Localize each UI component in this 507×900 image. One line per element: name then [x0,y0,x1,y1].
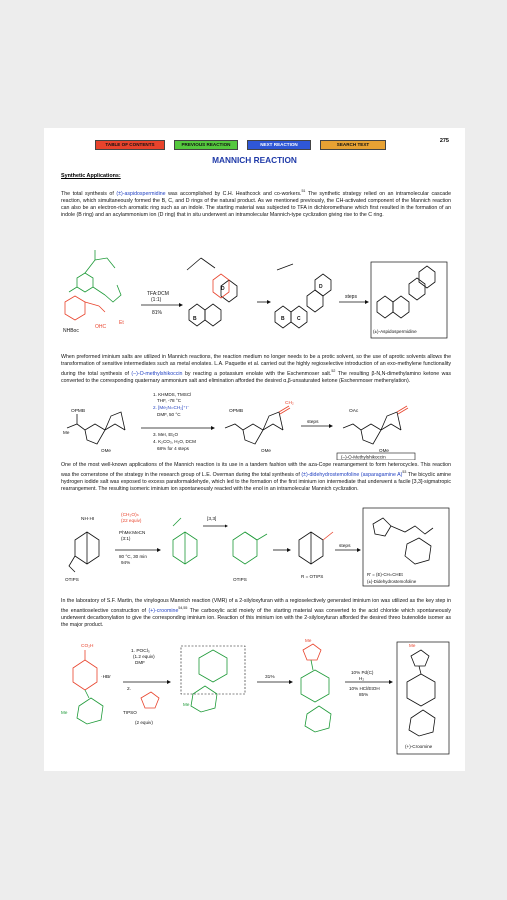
page-number: 275 [439,138,449,144]
document-page [44,128,465,771]
boc-label: NHBoc [63,328,79,334]
methyl-label: Me [61,710,68,715]
stemofoline-link[interactable]: (±)-didehydrostemofoline (asparagamine A) [301,471,403,478]
butenolide-structure [303,644,321,660]
amine-salt-label: NH·HI [81,517,95,522]
reagent-label: TFA:DCM [147,291,169,297]
acid-label: 10% HCl/EtOH [349,686,380,691]
catalyst-label: 10% Pd(C) [351,670,374,675]
carboxylic-acid-label: CO₂H [81,644,94,649]
shikoccin-product-structure [343,412,401,444]
paragraph-shikoccin [61,354,451,386]
arrowhead [179,303,183,307]
iminium-structure [173,518,197,564]
previous-reaction-button[interactable]: PREVIOUS REACTION [174,140,238,150]
next-reaction-button[interactable]: NEXT REACTION [247,140,311,150]
scheme-croomine [61,638,451,766]
aspidospermidine-link[interactable]: (±)-aspidospermidine [116,190,166,197]
reaction-scheme-1 [61,240,451,352]
reagent-yield: 68% for 4 steps [157,446,189,451]
paragraph-stemofoline [61,462,451,494]
reagent-step-2-conditions: DMF, 50 °C [157,412,181,417]
ome-label: OMe [101,448,111,453]
yield-label: 31% [265,675,275,680]
methylene-label: CH₂ [285,401,294,406]
yield-label: 81% [152,310,163,316]
hbr-label: ·HBr [101,675,111,680]
ring-b-label: B [281,316,285,322]
yield-label: 94% [121,560,131,565]
didehydrostemofoline-structure [373,518,433,564]
croomine-link[interactable]: (+)-croomine [148,607,179,614]
solvent-ratio: (3:1) [121,536,131,541]
arrowhead [267,300,271,304]
silyloxyfuran-structure [141,692,159,708]
reference-mark: 52 [331,369,336,374]
search-text-button[interactable]: SEARCH TEXT [320,140,386,150]
solvent-label: PhMe:MeCN [119,530,146,535]
methyl-label: Me [409,643,416,648]
aspidospermidine-structure [377,266,435,318]
amino-acid-structure [73,650,97,690]
exo-methylene [397,406,408,414]
mannich-product-structure [299,532,323,564]
reaction-scheme-2 [61,390,451,460]
scheme-stemofoline [61,506,451,588]
text: by reacting a potassium enolate with the Eschenmoser salt. [182,371,332,378]
r-prime-definition: R' = (E)-CH=CHEt [367,572,403,577]
product-name: (–)-O-Methylshikoccin [341,454,386,460]
reagent-step-1: 1. POCl₃ [131,649,150,654]
text: was accomplished by C.H. Heathcock and co-workers. [165,190,302,197]
paragraph-croomine [61,598,451,630]
product-box [397,642,449,754]
enone-structure [225,412,283,444]
page-title: MANNICH REACTION [212,155,297,165]
opmb-label: OPMB [229,409,244,414]
scheme-shikoccin [61,390,451,460]
steps-label: steps [307,420,319,425]
product-name: (+)-Croomine [405,744,433,749]
reagent-step-1: 1. KHMDS, TMSCl [153,392,192,397]
methyl-label: Me [183,702,190,707]
reference-mark: 53 [402,470,407,475]
methyl-label: Me [305,638,312,643]
text: In the laboratory of S.F. Martin, the vinylogous Mannich reaction (VMR) of a 2-silyloxyfuran with a regioselectively generated iminium ion was utilized as the key step in the enantioselective construction of [61,598,451,614]
reaction-scheme-3 [61,506,451,588]
arrowhead [365,300,369,304]
arrowhead [389,680,393,684]
reagent-equiv: (1.2 equiv) [133,654,155,659]
ome-label: OMe [261,448,271,453]
shikoccin-sm-structure [67,412,125,444]
equiv-label: (22 equiv) [121,518,142,523]
vmr-adduct-structure [301,660,331,732]
nav-bar [95,140,386,150]
reagent-step-2: 2. [127,687,132,692]
reaction-scheme-4 [61,638,451,766]
starting-material-structure [69,250,121,302]
arrowhead [289,680,293,684]
text: The resulting β-N,N-dimethylamino ketone was converted to the corresponding quaternary ammonium salt and elimination afforded the desired α,β-unsaturated ketone (Eschenmoser methenylation). [61,371,452,385]
arrowhead [157,548,161,552]
arrowhead [329,424,333,428]
indole-precursor-ring [65,296,105,320]
ring-c-label: C [297,316,301,322]
opmb-label: OPMB [71,409,86,414]
section-heading: Synthetic Applications: [61,173,121,179]
text: The carboxylic acid moiety of the starting material was converted to the acid chloride which spontaneously underwent decarbonylation to give the corresponding iminium ion. Reaction of this iminium ion with the 2-silyloxyfuran afforded the desired threo butenolide isomer as the major product. [61,607,452,629]
text: The bicyclic amine hydrogen iodide salt was exposed to excess paraformaldehyde, which led to the formation of the first iminium ion intermediate that underwent a facile [3,3]-sigmatropic rearrangement. The resulting isomeric iminium ion spontaneously reacted with the enol in an intramolecular Mannich cyclization. [61,471,451,493]
ring-d-label: D [319,284,323,290]
arrowhead [287,548,291,552]
reference-mark: 54,55 [178,606,188,611]
arrowhead [357,548,361,552]
reagent-step-2: 2. [Me₂N=CH₂]⁺I⁻ [153,405,190,410]
reagent-step-1-conditions: THF, -78 °C [157,398,182,403]
otips-label: OTIPS [65,577,79,582]
reagent-ratio: (1:1) [151,297,162,303]
otips-label: OTIPS [233,577,247,582]
ring-d-label: D [221,286,225,292]
aldehyde-label: OHC [95,324,107,330]
shikoccin-link[interactable]: (–)-O-methylshikoccin [131,371,183,378]
ome-label: OMe [379,448,389,453]
reagent-step-4: 4. K₂CO₃, H₂O, DCM [153,439,196,444]
iminium-bracket [181,646,245,694]
paraformaldehyde-label: (CH₂O)ₙ [121,513,139,518]
product-name: (±)-Didehydrostemofoline [367,579,417,584]
steps-label: steps [345,294,357,300]
reference-mark: 51 [301,189,306,193]
product-box [371,262,447,338]
paragraph-aspidospermidine [61,188,451,220]
text: The total synthesis of [61,190,117,197]
arrowhead [167,680,171,684]
ethyl-label: Et [119,320,124,326]
arrowhead [225,525,228,528]
r-definition: R = OTIPS [301,574,324,579]
acetate-label: OAc [349,409,359,414]
new-bond [323,532,333,540]
text: One of the most well-known applications of the Mannich reaction is its use in a tandem fashion with the aza-Cope rearrangement to form heterocycles. This reaction was the cornerstone of the strategy in the research group of L.E. Overman during the total synthesis of [61,462,451,478]
reagent-solvent: DMF [135,660,145,665]
croomine-structure [407,650,435,736]
text: The synthetic strategy relied on an intramolecular cascade reaction, which simultaneously formed the B, C, and D rings of the natural product. As we mentioned previously, the CH-activated component of the Mannich reaction can also be an electron-rich aromatic ring such as an indole. The starting material was subjected to TFA in dichloromethane which first resulted in the formation of an indole (B ring) and an acylammonium ion (D ring) that in situ underwent an intramolecular Mannich-type cyclization giving rise to the C ring. [61,190,451,219]
ring-b-label: B [193,316,197,322]
product-name: (±)-Aspidospermidine [373,329,417,334]
text: When preformed iminium salts are utilized in Mannich reactions, the reaction medium no longer needs to be a protic solvent, so the use of aprotic solvents allows the transformation of sensitive intermediates such as metal enolates. L.A. Paquette et al. carried out the highly regioselective introduction of an exo-methylene functionality during the total synthesis of [61,354,451,378]
iminium-ion-structure [191,650,227,712]
bicyclic-amine-structure [69,532,99,572]
temperature-label: 80 °C, 30 min [119,554,147,559]
hydrogen-label: H₂ [359,676,365,681]
lactone-structure [77,690,103,724]
arrowhead [211,426,215,430]
yield-label: 85% [359,692,369,697]
silyloxyfuran-equiv: (2 equiv) [135,720,153,725]
steps-label: steps [339,544,351,549]
sigmatropic-label: [3,3] [207,517,217,522]
table-of-contents-button[interactable]: TABLE OF CONTENTS [95,140,165,150]
scheme-aspidospermidine [61,240,451,352]
rearranged-iminium-structure [233,532,267,564]
me-label: Me [63,430,70,435]
tipso-label: TIPSO [123,710,137,715]
reagent-step-3: 3. MeI, Et₂O [153,432,179,437]
exo-methylene [279,406,290,414]
